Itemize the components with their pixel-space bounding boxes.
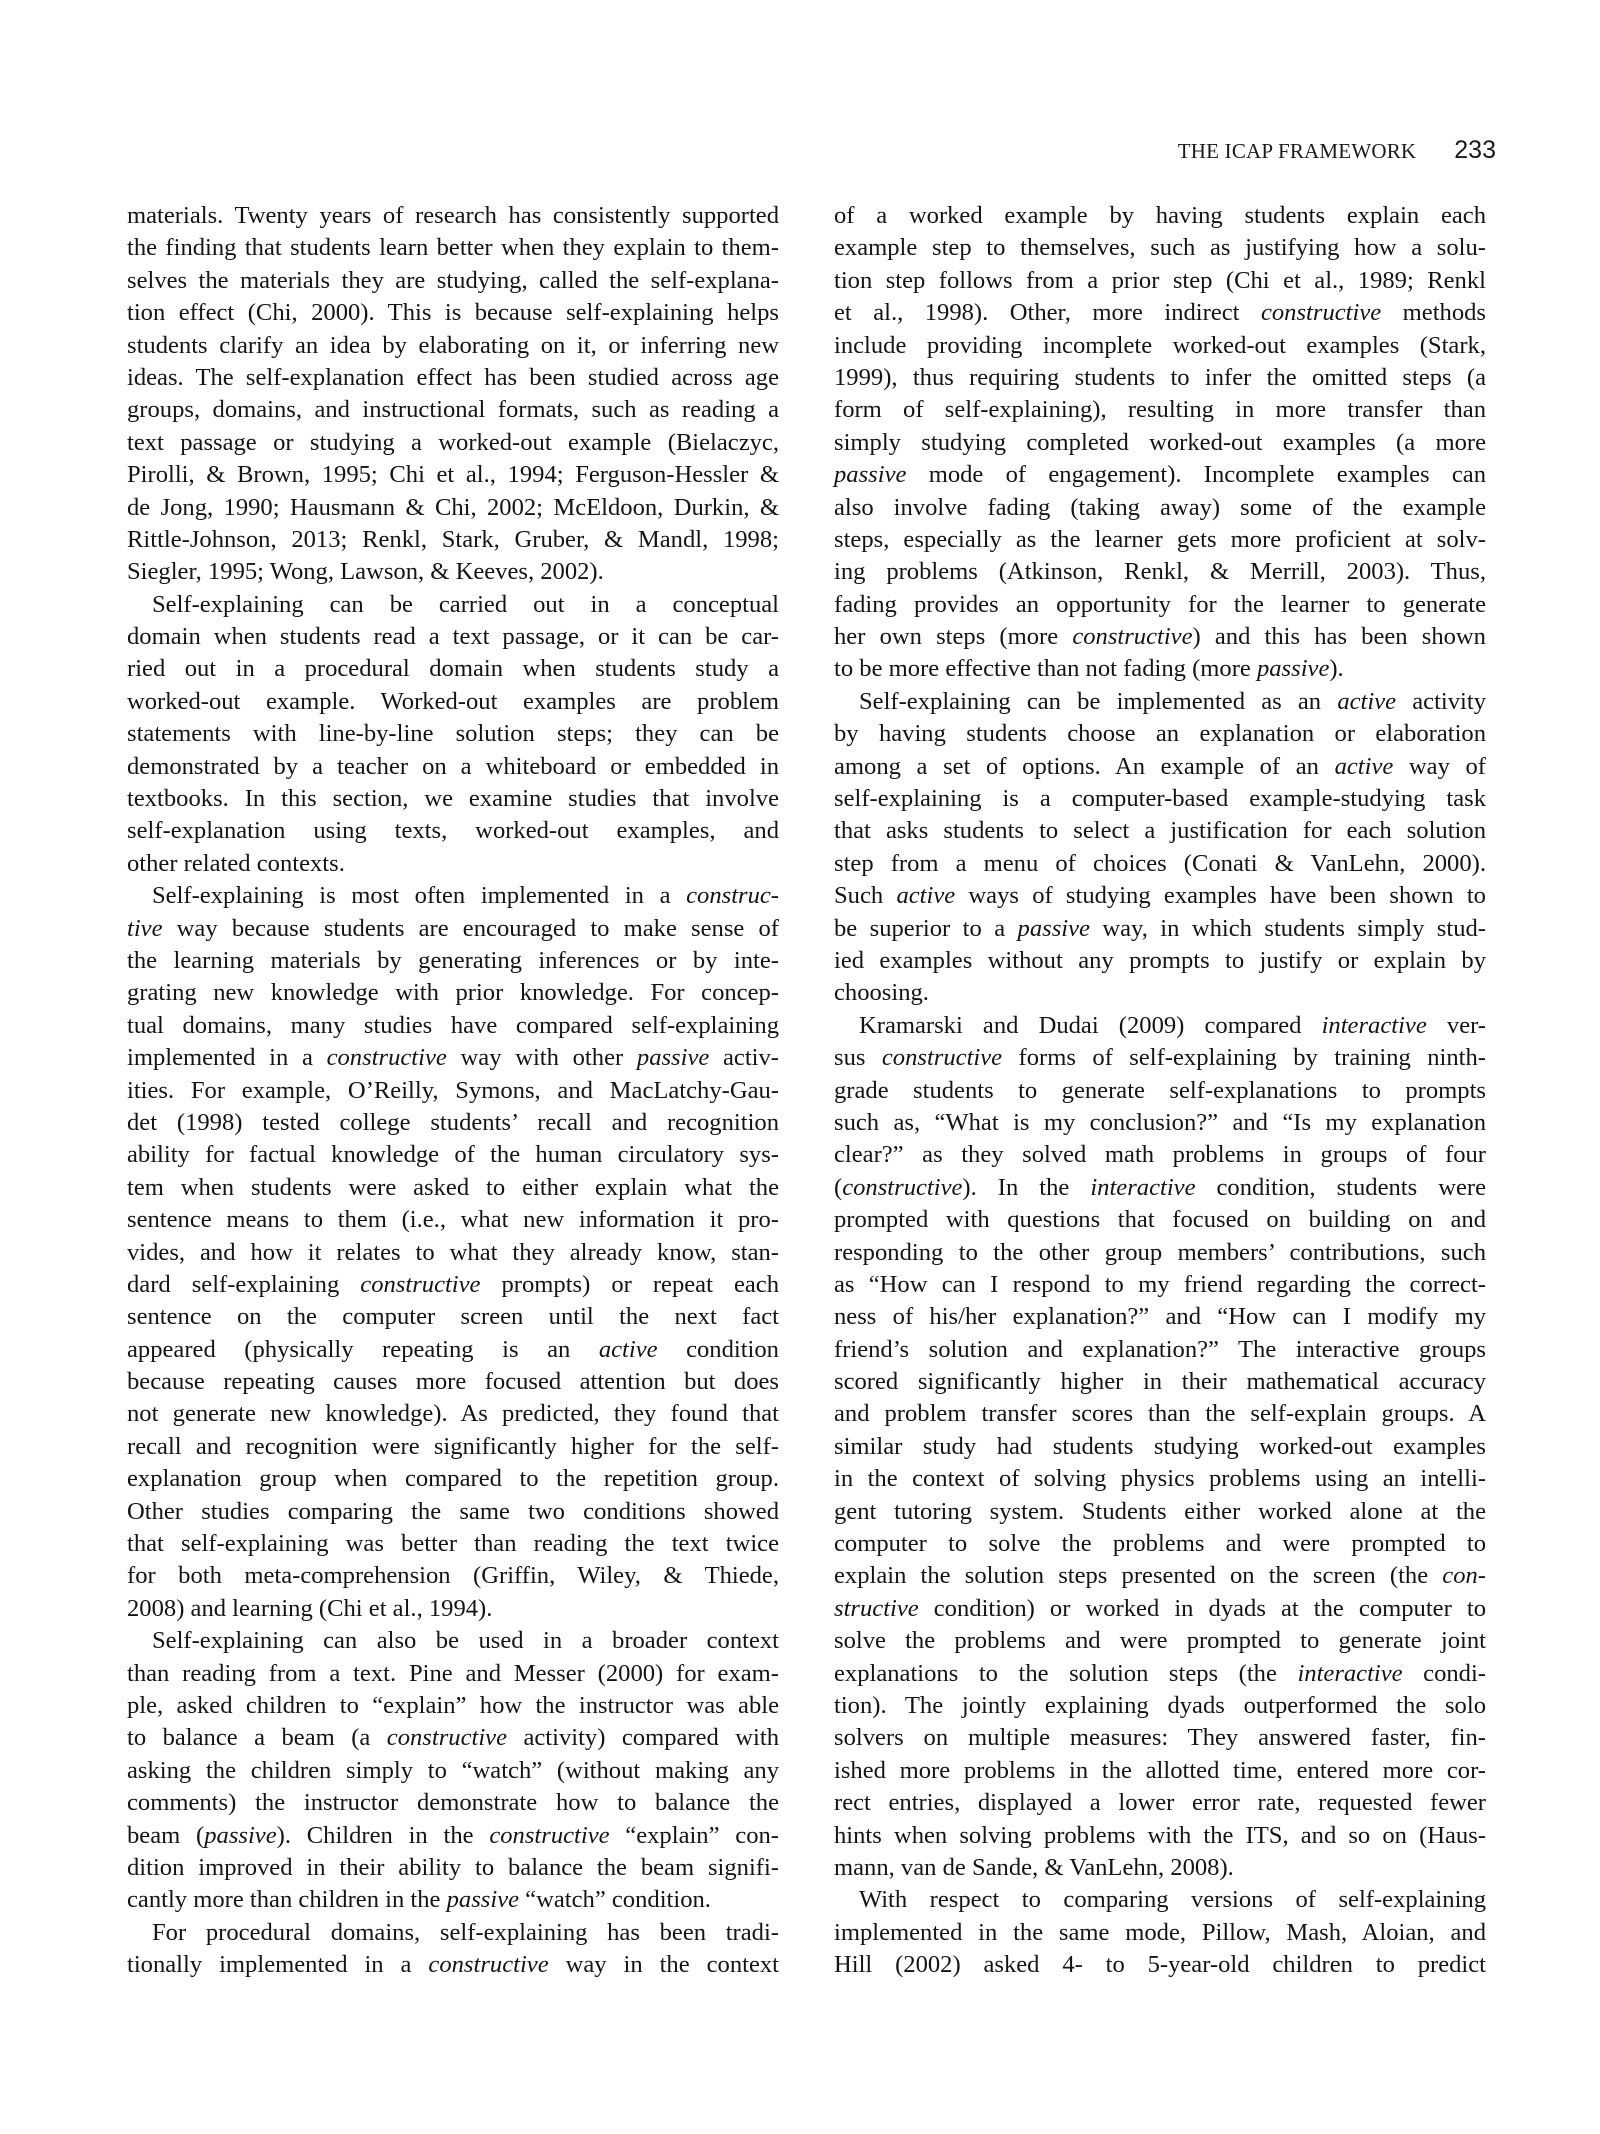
text-line bbox=[834, 1560, 1486, 1592]
text-run: forms of self-explaining by training ninth- bbox=[1002, 1044, 1486, 1072]
text-run: cantly more than children in the bbox=[127, 1886, 447, 1914]
text-run: text passage or studying a worked-out example (Bielaczyc, bbox=[127, 428, 779, 456]
text-line bbox=[127, 621, 779, 653]
text-run: example step to themselves, such as justifying how a solu- bbox=[834, 234, 1486, 262]
text-line bbox=[127, 394, 779, 426]
text-line bbox=[127, 1042, 779, 1074]
text-run: friend’s solution and explanation?” The interactive groups bbox=[834, 1335, 1486, 1363]
text-run: ing problems (Atkinson, Renkl, & Merrill, 2003). Thus, bbox=[834, 558, 1486, 586]
text-run: rect entries, displayed a lower error rate, requested fewer bbox=[834, 1789, 1486, 1817]
text-line bbox=[127, 1010, 779, 1042]
text-line bbox=[834, 362, 1486, 394]
text-line bbox=[127, 1334, 779, 1366]
text-line bbox=[127, 589, 779, 621]
text-run: Other studies comparing the same two conditions showed bbox=[127, 1497, 779, 1525]
text-line bbox=[127, 459, 779, 491]
text-run: mann, van de Sande, & VanLehn, 2008). bbox=[834, 1853, 1234, 1881]
text-run: that self-explaining was better than reading the text twice bbox=[127, 1530, 779, 1558]
italic-term: con- bbox=[1442, 1562, 1486, 1590]
italic-term: interactive bbox=[1090, 1173, 1196, 1201]
text-line bbox=[834, 621, 1486, 653]
text-run: tion step follows from a prior step (Chi et al., 1989; Renkl bbox=[834, 266, 1486, 294]
text-run: statements with line-by-line solution steps; they can be bbox=[127, 720, 779, 748]
text-run: self-explaining is a computer-based example-studying task bbox=[834, 785, 1486, 813]
text-run: grade students to generate self-explanations to prompts bbox=[834, 1076, 1486, 1104]
text-line bbox=[834, 1398, 1486, 1430]
text-run: ) and this has been shown bbox=[1192, 623, 1486, 651]
text-run: include providing incomplete worked-out examples (Stark, bbox=[834, 331, 1486, 359]
italic-term: constructive bbox=[428, 1951, 549, 1979]
italic-term: passive bbox=[1256, 655, 1330, 683]
text-line bbox=[834, 783, 1486, 815]
text-line bbox=[834, 1334, 1486, 1366]
text-run: Kramarski and Dudai (2009) compared bbox=[859, 1011, 1322, 1039]
text-run: ness of his/her explanation?” and “How can I modify my bbox=[834, 1303, 1486, 1331]
text-line bbox=[127, 1172, 779, 1204]
text-run: dition improved in their ability to balance the beam signifi- bbox=[127, 1853, 779, 1881]
text-run: form of self-explaining), resulting in more transfer than bbox=[834, 396, 1486, 424]
text-run: prompts) or repeat each bbox=[480, 1270, 780, 1298]
italic-term: constructive bbox=[842, 1173, 963, 1201]
text-run: than reading from a text. Pine and Messer (2000) for exam- bbox=[127, 1659, 779, 1687]
text-line bbox=[834, 815, 1486, 847]
text-run: choosing. bbox=[834, 979, 929, 1007]
text-run: as “How can I respond to my friend regarding the correct- bbox=[834, 1270, 1486, 1298]
text-run: fading provides an opportunity for the learner to generate bbox=[834, 590, 1486, 618]
text-line bbox=[834, 492, 1486, 524]
text-line bbox=[127, 1852, 779, 1884]
text-line bbox=[127, 1139, 779, 1171]
text-run: of a worked example by having students explain each bbox=[834, 202, 1486, 229]
italic-term: constructive bbox=[489, 1821, 610, 1849]
text-line bbox=[127, 1528, 779, 1560]
text-line bbox=[834, 232, 1486, 264]
text-line bbox=[834, 848, 1486, 880]
text-line bbox=[127, 913, 779, 945]
text-line bbox=[127, 1463, 779, 1495]
text-run: activity) compared with bbox=[507, 1724, 779, 1752]
text-run: ver- bbox=[1426, 1011, 1486, 1039]
text-run: tionally implemented in a bbox=[127, 1951, 429, 1979]
text-line bbox=[834, 1528, 1486, 1560]
text-line bbox=[834, 394, 1486, 426]
text-run: comments) the instructor demonstrate how to balance the bbox=[127, 1789, 779, 1817]
italic-term: construc- bbox=[686, 882, 779, 910]
italic-term: passive bbox=[834, 461, 907, 489]
text-line bbox=[127, 265, 779, 297]
text-run: computer to solve the problems and were prompted to bbox=[834, 1530, 1486, 1558]
text-run: also involve fading (taking away) some of the example bbox=[834, 493, 1486, 521]
text-run: mode of engagement). Incomplete examples can bbox=[906, 461, 1486, 489]
text-line bbox=[127, 1917, 779, 1949]
text-run: the finding that students learn better when they explain to them- bbox=[127, 234, 779, 262]
text-run: condition, students were bbox=[1195, 1173, 1486, 1201]
text-run: way, in which students simply stud- bbox=[1089, 914, 1486, 942]
text-run: dard self-explaining bbox=[127, 1270, 361, 1298]
text-line bbox=[127, 653, 779, 685]
text-line bbox=[127, 1787, 779, 1819]
text-run: other related contexts. bbox=[127, 849, 345, 877]
text-run: simply studying completed worked-out examples (a more bbox=[834, 428, 1486, 456]
text-line bbox=[127, 977, 779, 1009]
text-line bbox=[127, 1593, 779, 1625]
italic-term: passive bbox=[446, 1886, 520, 1914]
text-run: that asks students to select a justification for each solution bbox=[834, 817, 1486, 845]
text-run: implemented in a bbox=[127, 1044, 327, 1072]
text-line bbox=[834, 297, 1486, 329]
italic-term: active bbox=[598, 1335, 658, 1363]
text-run: materials. Twenty years of research has consistently supported bbox=[127, 202, 779, 229]
text-line bbox=[834, 556, 1486, 588]
text-run: students clarify an idea by elaborating on it, or inferring new bbox=[127, 331, 779, 359]
text-line bbox=[834, 427, 1486, 459]
text-run: ried out in a procedural domain when students study a bbox=[127, 655, 779, 683]
text-run: be superior to a bbox=[834, 914, 1018, 942]
text-line bbox=[127, 297, 779, 329]
text-line bbox=[127, 492, 779, 524]
text-line bbox=[127, 524, 779, 556]
italic-term: active bbox=[1334, 752, 1394, 780]
italic-term: constructive bbox=[360, 1270, 481, 1298]
text-run: textbooks. In this section, we examine studies that involve bbox=[127, 785, 779, 813]
text-run: grating new knowledge with prior knowledge. For concep- bbox=[127, 979, 779, 1007]
text-line bbox=[127, 232, 779, 264]
text-run: 2008) and learning (Chi et al., 1994). bbox=[127, 1594, 493, 1622]
italic-term: active bbox=[896, 882, 956, 910]
text-run: With respect to comparing versions of self-explaining bbox=[859, 1886, 1486, 1914]
text-run: explanation group when compared to the repetition group. bbox=[127, 1465, 779, 1493]
text-line bbox=[834, 1042, 1486, 1074]
text-run: condi- bbox=[1402, 1659, 1486, 1687]
text-line bbox=[127, 200, 779, 232]
text-line bbox=[834, 1301, 1486, 1333]
text-run: sus bbox=[834, 1044, 882, 1072]
text-line bbox=[127, 1301, 779, 1333]
text-line bbox=[834, 589, 1486, 621]
text-line bbox=[127, 1884, 779, 1916]
text-run: activity bbox=[1396, 687, 1486, 715]
text-line bbox=[834, 1107, 1486, 1139]
text-line bbox=[834, 1075, 1486, 1107]
text-line bbox=[834, 1949, 1486, 1981]
text-run: Self-explaining can be implemented as an bbox=[859, 687, 1338, 715]
text-run: ). In the bbox=[962, 1173, 1091, 1201]
text-line bbox=[834, 1204, 1486, 1236]
text-run: Self-explaining can also be used in a broader context bbox=[152, 1627, 779, 1655]
text-line bbox=[127, 1204, 779, 1236]
italic-term: constructive bbox=[386, 1724, 507, 1752]
text-line bbox=[834, 1496, 1486, 1528]
text-run: vides, and how it relates to what they already know, stan- bbox=[127, 1238, 779, 1266]
text-run: way with other bbox=[446, 1044, 637, 1072]
text-line bbox=[834, 1625, 1486, 1657]
text-run: solve the problems and were prompted to generate joint bbox=[834, 1627, 1486, 1655]
text-line bbox=[127, 1820, 779, 1852]
text-run: et al., 1998). Other, more indirect bbox=[834, 299, 1261, 327]
text-run: For procedural domains, self-explaining has been tradi- bbox=[152, 1918, 779, 1946]
text-run: tem when students were asked to either explain what the bbox=[127, 1173, 779, 1201]
text-line bbox=[127, 718, 779, 750]
text-line bbox=[127, 815, 779, 847]
text-line bbox=[834, 1852, 1486, 1884]
text-line bbox=[127, 1690, 779, 1722]
text-line bbox=[834, 977, 1486, 1009]
text-line bbox=[127, 1237, 779, 1269]
text-run: “explain” con- bbox=[609, 1821, 779, 1849]
text-run: solvers on multiple measures: They answered faster, fin- bbox=[834, 1724, 1486, 1752]
text-line bbox=[127, 1431, 779, 1463]
text-line bbox=[834, 1884, 1486, 1916]
text-run: de Jong, 1990; Hausmann & Chi, 2002; McEldoon, Durkin, & bbox=[127, 493, 779, 521]
text-run: scored significantly higher in their mathematical accuracy bbox=[834, 1368, 1486, 1396]
italic-term: passive bbox=[636, 1044, 710, 1072]
italic-term: interactive bbox=[1297, 1659, 1403, 1687]
italic-term: constructive bbox=[881, 1044, 1003, 1072]
text-run: sentence means to them (i.e., what new information it pro- bbox=[127, 1206, 779, 1234]
text-line bbox=[834, 1690, 1486, 1722]
text-line bbox=[127, 1658, 779, 1690]
text-line bbox=[127, 880, 779, 912]
text-run: ished more problems in the allotted time, entered more cor- bbox=[834, 1756, 1486, 1784]
text-column-right bbox=[834, 200, 1486, 1981]
text-run: way because students are encouraged to make sense of bbox=[162, 914, 779, 942]
text-line bbox=[834, 945, 1486, 977]
text-run: worked-out example. Worked-out examples are problem bbox=[127, 687, 779, 715]
text-run: way of bbox=[1393, 752, 1486, 780]
text-line bbox=[834, 913, 1486, 945]
text-run: ideas. The self-explanation effect has been studied across age bbox=[127, 363, 779, 391]
text-line bbox=[127, 1496, 779, 1528]
text-run: responding to the other group members’ contributions, such bbox=[834, 1238, 1486, 1266]
text-run: ied examples without any prompts to justify or explain by bbox=[834, 946, 1486, 974]
text-run: way in the context bbox=[548, 1951, 779, 1979]
text-run: Self-explaining can be carried out in a conceptual bbox=[152, 590, 779, 618]
text-run: tion effect (Chi, 2000). This is because self-explaining helps bbox=[127, 299, 779, 327]
text-run: tion). The jointly explaining dyads outperformed the solo bbox=[834, 1691, 1486, 1719]
text-line bbox=[834, 1139, 1486, 1171]
text-line bbox=[127, 1722, 779, 1754]
text-run: steps, especially as the learner gets more proficient at solv- bbox=[834, 525, 1486, 553]
italic-term: constructive bbox=[1072, 623, 1193, 651]
text-line bbox=[834, 1269, 1486, 1301]
text-line bbox=[834, 1917, 1486, 1949]
text-run: in the context of solving physics problems using an intelli- bbox=[834, 1465, 1486, 1493]
text-line bbox=[127, 556, 779, 588]
text-run: activ- bbox=[709, 1044, 779, 1072]
text-run: det (1998) tested college students’ recall and recognition bbox=[127, 1108, 779, 1136]
text-line bbox=[127, 751, 779, 783]
text-line bbox=[127, 686, 779, 718]
text-run: to be more effective than not fading (more bbox=[834, 655, 1257, 683]
text-run: Siegler, 1995; Wong, Lawson, & Keeves, 2002). bbox=[127, 558, 604, 586]
text-run: Hill (2002) asked 4- to 5-year-old children to predict bbox=[834, 1951, 1486, 1979]
text-line bbox=[127, 330, 779, 362]
text-run: domain when students read a text passage, or it can be car- bbox=[127, 623, 779, 651]
text-run: because repeating causes more focused attention but does bbox=[127, 1368, 779, 1396]
text-run: implemented in the same mode, Pillow, Mash, Aloian, and bbox=[834, 1918, 1486, 1946]
text-run: recall and recognition were significantly higher for the self- bbox=[127, 1432, 779, 1460]
text-run: condition) or worked in dyads at the computer to bbox=[918, 1594, 1486, 1622]
text-run: ways of studying examples have been shown to bbox=[955, 882, 1486, 910]
text-run: beam ( bbox=[127, 1821, 205, 1849]
text-line bbox=[834, 718, 1486, 750]
text-line bbox=[127, 1366, 779, 1398]
text-line bbox=[834, 524, 1486, 556]
text-run: tual domains, many studies have compared self-explaining bbox=[127, 1011, 779, 1039]
text-line bbox=[834, 751, 1486, 783]
text-line bbox=[127, 1755, 779, 1787]
text-line bbox=[127, 1107, 779, 1139]
text-run: Self-explaining is most often implemented in a bbox=[152, 882, 687, 910]
text-run: the learning materials by generating inferences or by inte- bbox=[127, 946, 779, 974]
text-run: demonstrated by a teacher on a whiteboard or embedded in bbox=[127, 752, 779, 780]
text-run: ). Children in the bbox=[276, 1821, 490, 1849]
text-line bbox=[834, 330, 1486, 362]
text-line bbox=[834, 265, 1486, 297]
text-line bbox=[834, 1755, 1486, 1787]
italic-term: constructive bbox=[326, 1044, 447, 1072]
text-line bbox=[834, 1172, 1486, 1204]
text-line bbox=[834, 1237, 1486, 1269]
running-head bbox=[1178, 136, 1496, 165]
text-line bbox=[834, 1366, 1486, 1398]
text-run: such as, “What is my conclusion?” and “Is my explanation bbox=[834, 1108, 1486, 1136]
text-line bbox=[127, 1269, 779, 1301]
text-run: among a set of options. An example of an bbox=[834, 752, 1335, 780]
text-line bbox=[127, 1560, 779, 1592]
text-run: for both meta-comprehension (Griffin, Wiley, & Thiede, bbox=[127, 1562, 779, 1590]
text-run: Such bbox=[834, 882, 897, 910]
text-line bbox=[834, 653, 1486, 685]
text-line bbox=[834, 1463, 1486, 1495]
page-number: 233 bbox=[1454, 136, 1496, 164]
text-line bbox=[127, 1625, 779, 1657]
text-line bbox=[834, 1431, 1486, 1463]
text-run: prompted with questions that focused on building on and bbox=[834, 1206, 1486, 1234]
text-run: ities. For example, O’Reilly, Symons, and MacLatchy-Gau- bbox=[127, 1076, 779, 1104]
text-line bbox=[127, 848, 779, 880]
text-run: Rittle-Johnson, 2013; Renkl, Stark, Gruber, & Mandl, 1998; bbox=[127, 525, 779, 553]
italic-term: active bbox=[1337, 687, 1397, 715]
running-head-title: THE ICAP FRAMEWORK bbox=[1177, 139, 1417, 163]
text-line bbox=[834, 1658, 1486, 1690]
text-run: by having students choose an explanation or elaboration bbox=[834, 720, 1486, 748]
text-run: groups, domains, and instructional formats, such as reading a bbox=[127, 396, 779, 424]
text-line bbox=[834, 1722, 1486, 1754]
text-run: gent tutoring system. Students either worked alone at the bbox=[834, 1497, 1486, 1525]
text-line bbox=[834, 1820, 1486, 1852]
text-run: appeared (physically repeating is an bbox=[127, 1335, 599, 1363]
text-run: self-explanation using texts, worked-out examples, and bbox=[127, 817, 779, 845]
text-line bbox=[834, 200, 1486, 232]
text-run: “watch” condition. bbox=[519, 1886, 711, 1914]
text-run: her own steps (more bbox=[834, 623, 1073, 651]
text-line bbox=[127, 427, 779, 459]
text-run: to balance a beam (a bbox=[127, 1724, 387, 1752]
text-run: explanations to the solution steps (the bbox=[834, 1659, 1298, 1687]
text-run: ( bbox=[834, 1173, 843, 1201]
text-run: clear?” as they solved math problems in groups of four bbox=[834, 1141, 1486, 1169]
text-column-left bbox=[127, 200, 779, 1981]
italic-term: constructive bbox=[1260, 299, 1382, 327]
text-run: 1999), thus requiring students to infer the omitted steps (a bbox=[834, 363, 1486, 391]
text-run: not generate new knowledge). As predicted, they found that bbox=[127, 1400, 779, 1428]
text-line bbox=[834, 1787, 1486, 1819]
text-line bbox=[127, 362, 779, 394]
italic-term: tive bbox=[127, 914, 163, 942]
text-run: asking the children simply to “watch” (without making any bbox=[127, 1756, 779, 1784]
text-run: ). bbox=[1329, 655, 1344, 683]
italic-term: interactive bbox=[1321, 1011, 1427, 1039]
text-run: hints when solving problems with the ITS, and so on (Haus- bbox=[834, 1821, 1486, 1849]
text-line bbox=[834, 880, 1486, 912]
text-line bbox=[127, 945, 779, 977]
text-line bbox=[834, 1010, 1486, 1042]
text-run: and problem transfer scores than the self-explain groups. A bbox=[834, 1400, 1486, 1428]
text-run: similar study had students studying worked-out examples bbox=[834, 1432, 1486, 1460]
text-line bbox=[834, 686, 1486, 718]
italic-term: passive bbox=[1017, 914, 1090, 942]
text-line bbox=[127, 1949, 779, 1981]
text-run: ability for factual knowledge of the human circulatory sys- bbox=[127, 1141, 779, 1169]
text-run: ple, asked children to “explain” how the instructor was able bbox=[127, 1691, 779, 1719]
italic-term: structive bbox=[834, 1594, 919, 1622]
text-line bbox=[127, 1075, 779, 1107]
italic-term: passive bbox=[204, 1821, 277, 1849]
text-run: explain the solution steps presented on the screen (the bbox=[834, 1562, 1443, 1590]
text-run: sentence on the computer screen until the next fact bbox=[127, 1303, 779, 1331]
text-line bbox=[834, 1593, 1486, 1625]
text-line bbox=[127, 1398, 779, 1430]
text-run: selves the materials they are studying, called the self-explana- bbox=[127, 266, 779, 294]
text-run: Pirolli, & Brown, 1995; Chi et al., 1994; Ferguson-Hessler & bbox=[127, 461, 779, 489]
text-run: methods bbox=[1381, 299, 1486, 327]
text-run: step from a menu of choices (Conati & VanLehn, 2000). bbox=[834, 849, 1486, 877]
text-run: condition bbox=[657, 1335, 779, 1363]
text-line bbox=[834, 459, 1486, 491]
text-line bbox=[127, 783, 779, 815]
